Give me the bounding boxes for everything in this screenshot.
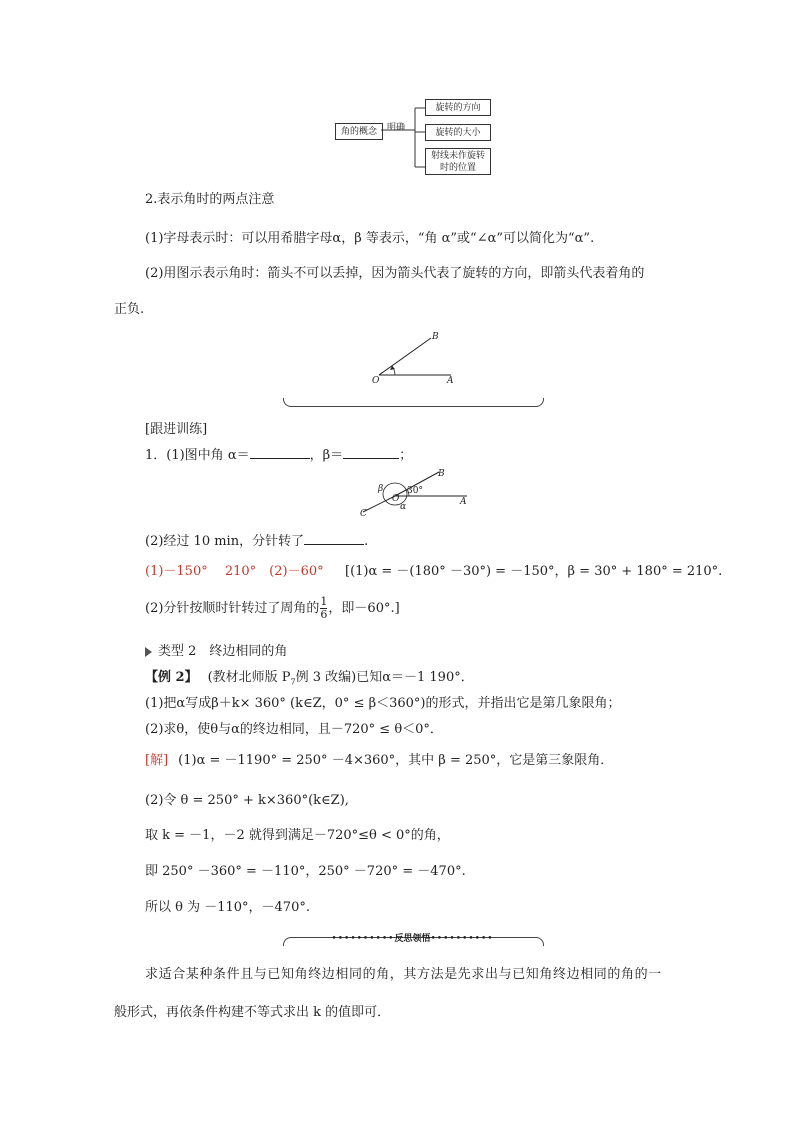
- concept-connector: 明确: [387, 123, 406, 133]
- example2-src-sub: 7: [290, 677, 296, 687]
- fig1-label-O: O: [372, 376, 380, 386]
- q1-start: 1．(1)图中角 α＝: [145, 448, 250, 463]
- fig1-label-A: A: [447, 376, 454, 386]
- type2-title: [145, 640, 287, 659]
- example2-q2: (2)求θ，使θ与α的终边相同，且－720° ≤ θ＜0°．: [145, 722, 443, 737]
- explain2-pre: (2)分针按顺时针转过了周角的: [145, 601, 320, 616]
- solution-line1-text: (1)α = －1190° = 250° －4×360°，其中 β = 250°，它是第三象限角．: [178, 753, 614, 768]
- q1-mid: ，β＝: [309, 448, 344, 463]
- q2-end: .: [364, 534, 369, 549]
- example2-q1: (1)把α写成β＋k× 360° (k∈Z，0° ≤ β＜360°)的形式，并指出它是第几象限角；: [145, 696, 621, 711]
- solution-line4: 即 250° －360° = －110°，250° －720° = －470°.: [145, 864, 466, 879]
- practice-q2: [145, 530, 368, 549]
- fig2-label-C: C: [360, 509, 367, 519]
- reflection-title-text: 反思领悟: [394, 934, 431, 944]
- reflection-dots-right: ••••••••••: [430, 934, 494, 944]
- frac-den: 6: [320, 608, 328, 621]
- concept-root: 角的概念: [335, 123, 383, 140]
- type2-title-text: 类型 2 终边相同的角: [158, 644, 288, 659]
- concept-branch-size: 旋转的大小: [425, 124, 491, 141]
- q2-start: (2)经过 10 min，分针转了: [145, 534, 305, 549]
- reflection-title: [300, 931, 525, 944]
- solution-line2: (2)令 θ = 250° + k×360°(k∈Z),: [145, 793, 349, 808]
- fig2-label-B: B: [438, 469, 445, 479]
- fig2-label-A: A: [460, 497, 467, 507]
- q1-blank-alpha[interactable]: [250, 446, 310, 459]
- example2-src-pre: (教材北师版 P: [207, 670, 291, 685]
- triangle-icon: [145, 647, 152, 657]
- reflection-p1: 求适合某种条件且与已知角终边相同的角，其方法是先求出与已知角终边相同的角的一: [145, 967, 662, 982]
- fig2-label-beta: β: [378, 484, 384, 494]
- example2-src-post: 例 3 改编)已知α＝－1 190°．: [295, 670, 474, 685]
- concept-map-lines: [381, 105, 429, 175]
- section-divider-bottom: [283, 398, 544, 407]
- example2-label: 【例 2】: [145, 670, 198, 685]
- solution-line1: [145, 749, 613, 768]
- example2-heading: [145, 666, 474, 687]
- fraction-one-sixth: [320, 596, 327, 621]
- concept-branch-direction: 旋转的方向: [425, 99, 491, 116]
- practice-label: [跟进训练]: [145, 422, 208, 437]
- section2-heading: 2.表示角时的两点注意: [145, 192, 275, 207]
- q1-blank-beta[interactable]: [343, 446, 399, 459]
- q2-blank[interactable]: [304, 532, 364, 545]
- solution-label: [解]: [145, 753, 169, 768]
- solution-line5: 所以 θ 为 －110°，－470°.: [145, 900, 310, 915]
- explain2-post: ，即－60°.]: [328, 601, 400, 616]
- practice-explain2: [145, 596, 400, 621]
- fig2-label-30deg: 30°: [407, 486, 423, 496]
- frac-num: 1: [320, 595, 328, 608]
- practice-answers: (1)－150° 210° (2)－60°: [145, 564, 324, 579]
- practice-q1: [145, 444, 412, 463]
- section2-p2a: (2)用图示表示角时：箭头不可以丢掉，因为箭头代表了旋转的方向，即箭头代表着角的: [145, 266, 645, 281]
- fig1-label-B: B: [432, 332, 439, 342]
- reflection-dots-left: ••••••••••: [331, 934, 395, 944]
- fig2-label-O: O: [392, 494, 400, 504]
- section2-p1: (1)字母表示时：可以用希腊字母α，β 等表示，“角 α”或“∠α”可以简化为“α”.: [145, 231, 595, 246]
- fig2-label-alpha: α: [400, 502, 407, 512]
- section2-p2b: 正负.: [114, 302, 145, 317]
- practice-explain1: [(1)α = －(180° －30°) = －150°，β = 30° + 180° = 210°.: [345, 564, 723, 579]
- concept-branch-initial-position: 射线未作旋转 时的位置: [425, 148, 491, 175]
- reflection-p2: 般形式，再依条件构建不等式求出 k 的值即可．: [114, 1005, 391, 1020]
- q1-end: ；: [399, 448, 413, 463]
- solution-line3: 取 k = －1，－2 就得到满足－720°≤θ < 0°的角，: [145, 828, 450, 843]
